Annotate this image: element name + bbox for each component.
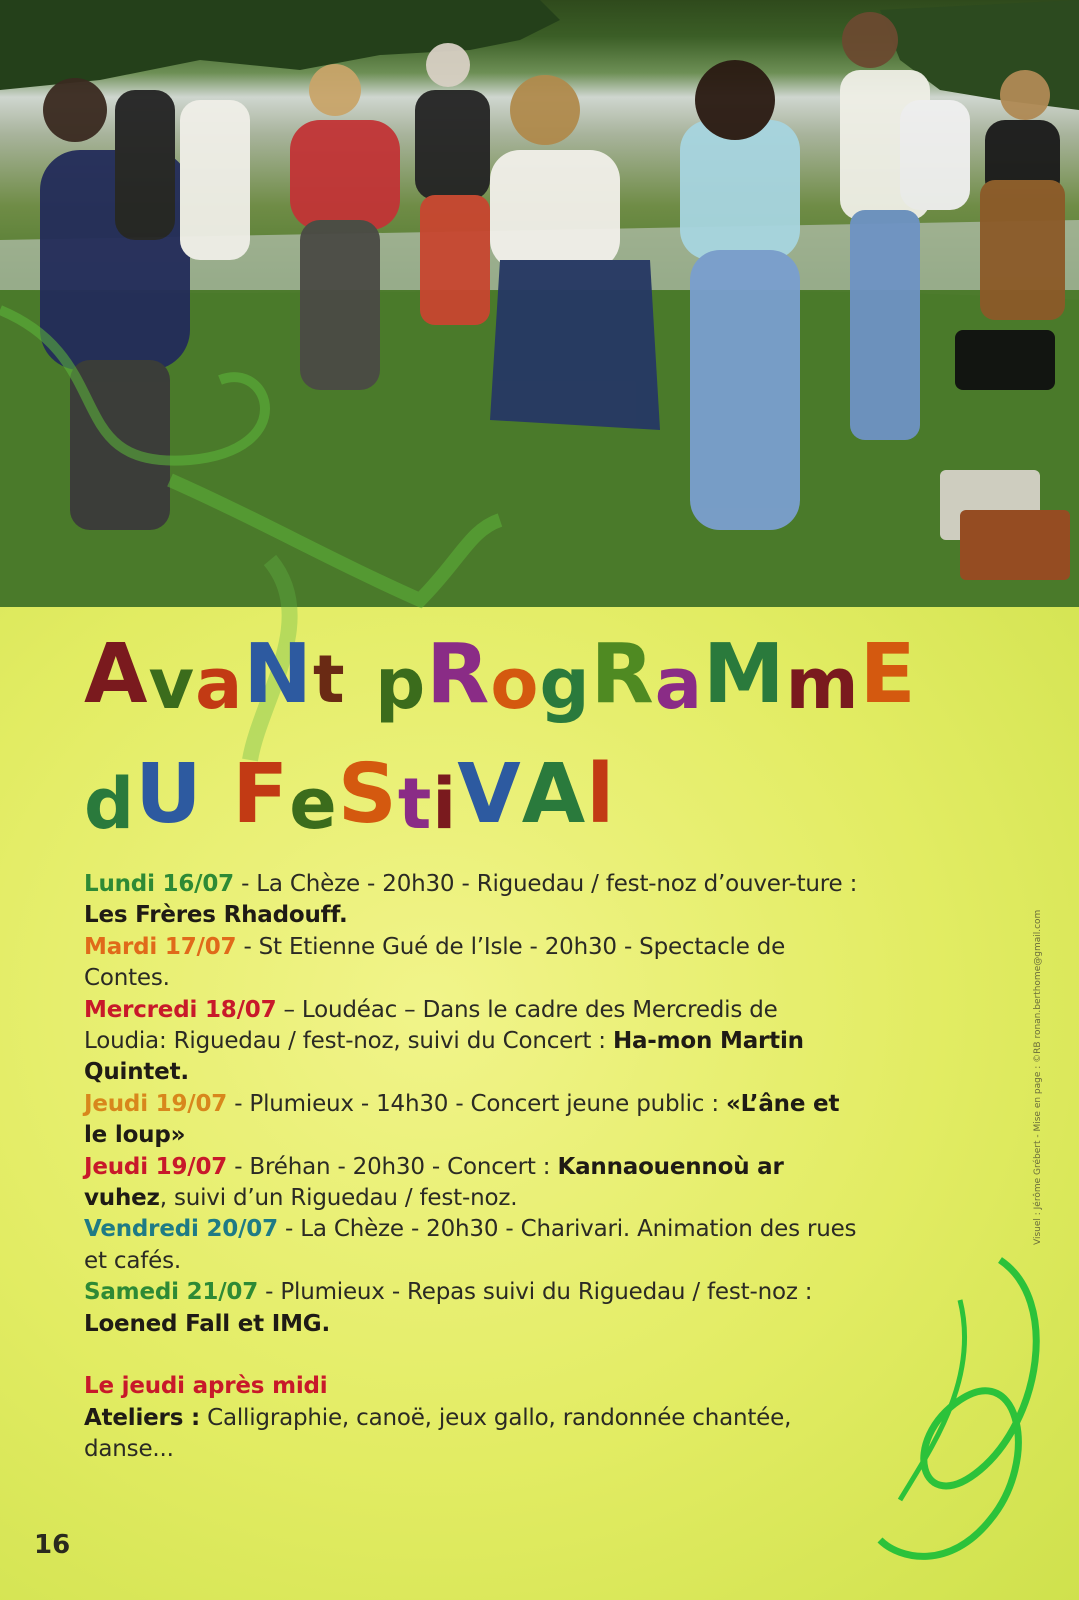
page-title-line2: dU FeStiVAl	[84, 747, 616, 845]
schedule-item	[84, 869, 864, 932]
afternoon-workshops	[84, 1403, 864, 1466]
credit-line: Visuel : Jérôme Grébert - Mise en page : ©RB ronan.berthome@gmail.com	[1033, 909, 1043, 1245]
workshops-list: Calligraphie, canoë, jeux gallo, randonnée chantée, danse...	[84, 1404, 792, 1462]
schedule-details: - La Chèze - 20h30 - Charivari. Animation des rues et cafés.	[84, 1216, 857, 1274]
workshops-label: Ateliers :	[84, 1404, 200, 1431]
schedule-item	[84, 1214, 864, 1277]
schedule-details: – Loudéac – Dans le cadre des Mercredis de Loudia: Riguedau / fest-noz, suivi du Concert :	[84, 996, 778, 1055]
schedule-day: Lundi 16/07	[84, 871, 234, 897]
schedule-day: Jeudi 19/07	[84, 1153, 228, 1180]
spacer	[84, 1340, 864, 1371]
schedule-details-tail: , suivi d’un Riguedau / fest-noz.	[159, 1185, 518, 1212]
schedule-item	[84, 1089, 864, 1152]
schedule-item	[84, 1277, 864, 1340]
schedule-day: Jeudi 19/07	[84, 1090, 228, 1117]
schedule-artist: Loened Fall et IMG.	[84, 1310, 331, 1337]
schedule-day: Vendredi 20/07	[84, 1216, 278, 1243]
schedule-details: - St Etienne Gué de l’Isle - 20h30 - Spectacle de Contes.	[84, 933, 786, 992]
photo-illustration	[0, 0, 1079, 607]
schedule-details: - Bréhan - 20h30 - Concert :	[227, 1153, 558, 1180]
schedule-item	[84, 932, 864, 995]
schedule-day: Mercredi 18/07	[84, 996, 277, 1023]
schedule-day: Mardi 17/07	[84, 933, 237, 960]
page-title-line1: AvaNt pRogRaMmE	[84, 627, 917, 725]
schedule-details: - Plumieux - Repas suivi du Riguedau / fest-noz :	[258, 1279, 813, 1306]
afternoon-heading: Le jeudi après midi	[84, 1373, 328, 1400]
schedule-artist: Kannaouennoù ar vuhez	[84, 1153, 784, 1212]
schedule-details: - La Chèze - 20h30 - Riguedau / fest-noz d’ouver-ture :	[233, 871, 858, 897]
festival-photo	[0, 0, 1079, 607]
page-number: 16	[34, 1530, 71, 1560]
festival-schedule	[84, 869, 864, 1465]
schedule-artist: Ha-mon Martin Quintet.	[84, 1028, 804, 1086]
schedule-artist: Les Frères Rhadouff.	[84, 902, 348, 929]
schedule-details: - Plumieux - 14h30 - Concert jeune public :	[227, 1090, 726, 1117]
schedule-item	[84, 1152, 864, 1215]
schedule-artist: «L’âne et le loup»	[84, 1090, 840, 1149]
schedule-day: Samedi 21/07	[84, 1279, 259, 1306]
schedule-item	[84, 995, 864, 1089]
